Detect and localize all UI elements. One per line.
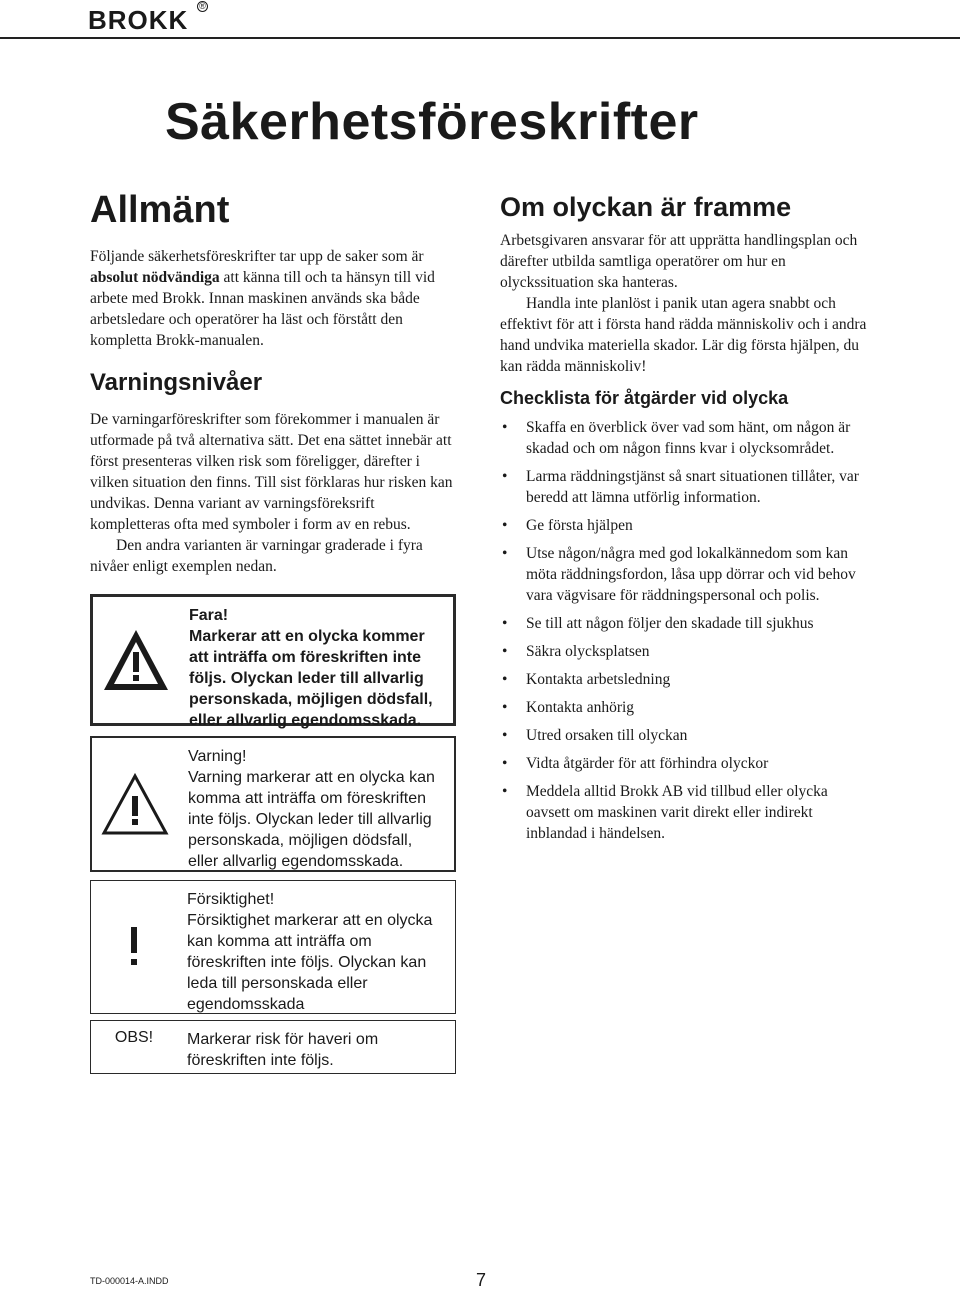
checklist-item: • Se till att någon följer den skadade till sjukhus	[502, 615, 814, 632]
olycka-paragraph-1: Arbetsgivaren ansvarar för att upprätta handlingsplan och därefter utbilda samtliga operatörer om hur en olyckssituation ska hanteras.	[500, 232, 858, 291]
forsiktighet-text: Försiktighet markerar att en olycka kan komma att inträffa om föreskriften inte följs. Olyckan kan leda till personskada eller egendomsskada	[187, 912, 433, 1013]
olycka-paragraph-2: Handla inte planlöst i panik utan agera snabbt och effektivt för att i första hand rädda människoliv och i andra hand undvika materiella skador. Lär dig första hjälpen, du kan rädda människoliv!	[500, 295, 867, 375]
header-rule	[0, 37, 960, 39]
page-number: 7	[476, 1270, 487, 1290]
bullet-icon: •	[502, 468, 508, 485]
obs-text: Markerar risk för haveri om föreskriften inte följs.	[187, 1031, 379, 1069]
checklist-item: • Kontakta arbetsledning	[502, 671, 671, 688]
bullet-icon: •	[502, 545, 508, 562]
danger-triangle-icon	[93, 597, 179, 723]
bullet-icon: •	[502, 783, 508, 800]
checklist-item: • Skaffa en överblick över vad som hänt, om någon är skadad och om någon finns kvar i olycksområdet.	[502, 419, 851, 457]
section-heading-olycka: Om olyckan är framme	[500, 192, 792, 222]
bullet-icon: •	[502, 727, 508, 744]
varning-text: Varning markerar att en olycka kan komma att inträffa om föreskriften inte följs. Olyckan leder till allvarlig personskada, möjligen dödsfall, eller allvarlig egendomsskada.	[188, 769, 435, 870]
bullet-icon: •	[502, 755, 508, 772]
checklist-item: • Utse någon/några med god lokalkännedom som kan möta räddningsfordon, låsa upp dörrar och vid behov vara vägvisare för räddningspersonal och polis.	[502, 545, 856, 604]
right-column	[500, 190, 872, 851]
warning-box-fara	[90, 594, 456, 729]
bullet-icon: •	[502, 671, 508, 688]
left-column	[90, 188, 458, 577]
forsiktighet-label: Försiktighet!	[187, 891, 275, 908]
varningsnivaer-paragraph-2: Den andra varianten är varningar graderade i fyra nivåer enligt exemplen nedan.	[90, 537, 423, 575]
allmant-text-a: Följande säkerhetsföreskrifter tar upp de saker som är	[90, 248, 424, 265]
fara-text: Markerar att en olycka kommer att inträffa om föreskriften inte följs. Olyckan leder till allvarlig personskada, möjligen dödsfall, eller allvarlig egendomsskada.	[189, 628, 433, 729]
bullet-icon: •	[502, 699, 508, 716]
checklist-item: • Vidta åtgärder för att förhindra olyckor	[502, 755, 769, 772]
obs-label: OBS!	[114, 1029, 154, 1046]
checklist-item: • Säkra olycksplatsen	[502, 643, 650, 660]
checklist-item: • Utred orsaken till olyckan	[502, 727, 688, 744]
bullet-icon: •	[502, 615, 508, 632]
section-heading-allmant: Allmänt	[90, 189, 230, 231]
section-heading-checklista: Checklista för åtgärder vid olycka	[500, 388, 789, 408]
warning-box-forsiktighet	[90, 880, 456, 1014]
page-header	[0, 0, 960, 38]
warning-triangle-icon	[92, 738, 178, 870]
checklist-item: • Larma räddningstjänst så snart situationen tillåter, var beredd att lämna utförlig information.	[502, 468, 859, 506]
caution-exclamation-icon	[91, 881, 177, 1013]
checklist-item: • Kontakta anhörig	[502, 699, 635, 716]
allmant-paragraph	[90, 246, 458, 351]
section-heading-varningsnivaer: Varningsnivåer	[90, 369, 263, 396]
bullet-icon: •	[502, 643, 508, 660]
allmant-text-b: att känna till och ta hänsyn till vid arbete med Brokk. Innan maskinen används ska både arbetsledare och operatörer ha läst och förstått den kompletta Brokk-manualen.	[90, 269, 435, 349]
brokk-logo: BROKK	[88, 5, 189, 35]
document-code: TD-000014-A.INDD	[90, 1276, 169, 1286]
warning-box-obs	[90, 1020, 456, 1074]
warning-box-varning	[90, 736, 456, 872]
varning-label: Varning!	[188, 748, 247, 765]
checklist-item: • Meddela alltid Brokk AB vid tillbud eller olycka oavsett om maskinen varit direkt eller indirekt inblandad i händelsen.	[502, 783, 828, 842]
checklist	[500, 417, 872, 844]
fara-label: Fara!	[189, 607, 229, 624]
varningsnivaer-paragraph-1: De varningarföreskrifter som förekommer i manualen är utformade på två alternativa sätt. Det ena sättet innebär att först presenteras vilken risk som föreligger, därefter i vilken situation den finns. Till sist förklaras hur risken kan undvikas. Denna variant av varningsföreksrift kompletteras ofta med symboler i form av en rebus.	[90, 411, 453, 533]
allmant-text-bold: absolut nödvändiga	[90, 269, 220, 286]
registered-mark: ®	[197, 1, 208, 12]
bullet-icon: •	[502, 517, 508, 534]
page-title: Säkerhetsföreskrifter	[165, 93, 699, 151]
bullet-icon: •	[502, 419, 508, 436]
checklist-item: • Ge första hjälpen	[502, 517, 633, 534]
